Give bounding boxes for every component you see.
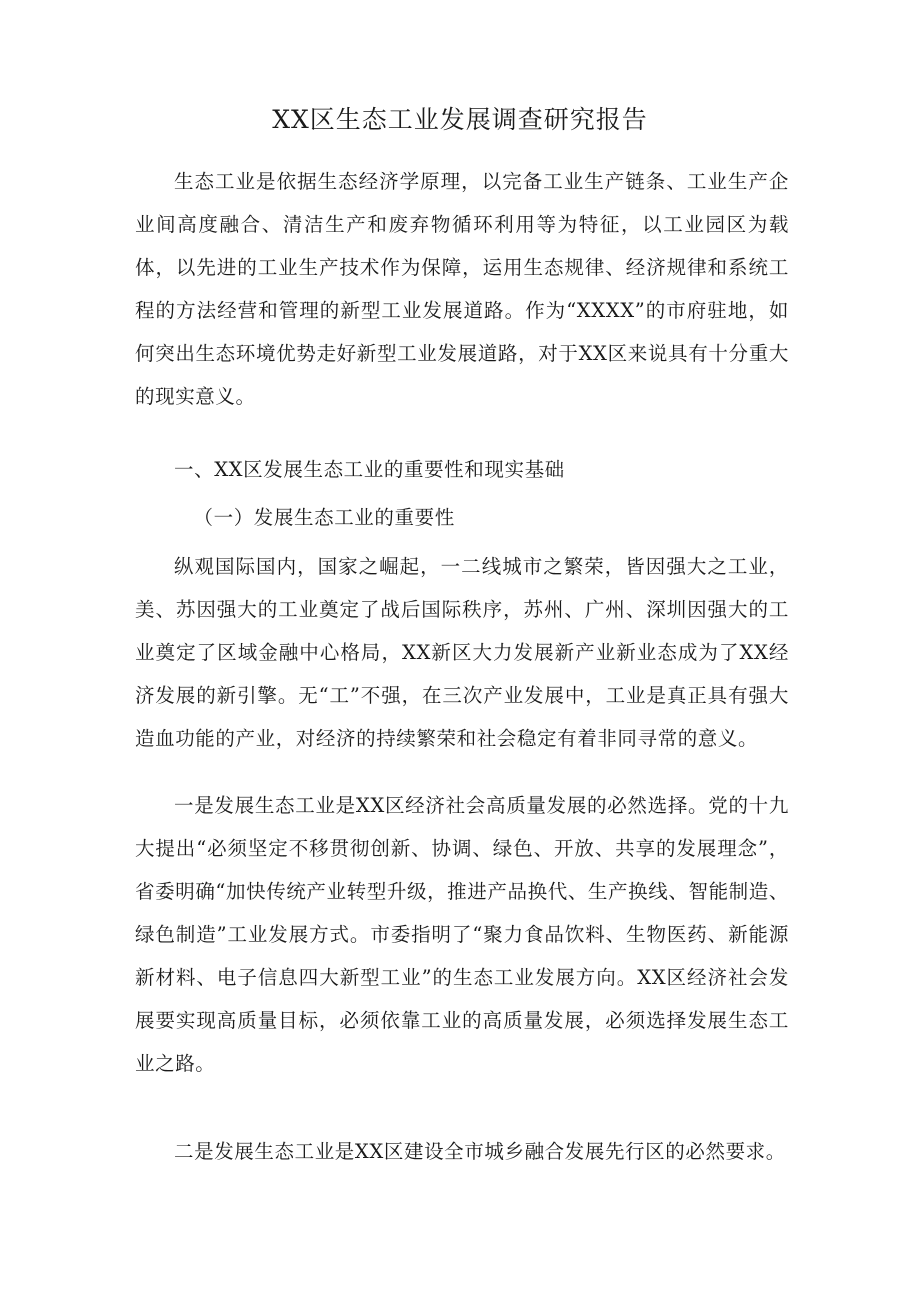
body-paragraph-1: 纵观国际国内，国家之崛起，一二线城市之繁荣，皆因强大之工业，美、苏因强大的工业奠定了战后国际秩序，苏州、广州、深圳因强大的工业奠定了区域金融中心格局，XX新区大力发展新产业新业态成为了XX经济发展的新引擎。无“工”不强，在三次产业发展中，工业是真正具有强大造血功能的产业，对经济的持续繁荣和社会稳定有着非同寻常的意义。 xyxy=(135,555,789,750)
document-title: XX区生态工业发展调查研究报告 xyxy=(272,105,648,134)
body-paragraph-3: 二是发展生态工业是XX区建设全市城乡融合发展先行区的必然要求。 xyxy=(174,1140,786,1163)
body-paragraph-2: 一是发展生态工业是XX区经济社会高质量发展的必然选择。党的十九大提出“必须坚定不移贯彻创新、协调、绿色、开放、共享的发展理念”，省委明确“加快传统产业转型升级，推进产品换代、生产换线、智能制造、绿色制造”工业发展方式。市委指明了“聚力食品饮料、生物医药、新能源新材料、电子信息四大新型工业”的生态工业发展方向。XX区经济社会发展要实现高质量目标，必须依靠工业的高质量发展，必须选择发展生态工业之路。 xyxy=(135,794,789,1075)
section-heading: 一、XX区发展生态工业的重要性和现实基础 xyxy=(174,458,565,481)
intro-paragraph: 生态工业是依据生态经济学原理，以完备工业生产链条、工业生产企业间高度融合、清洁生产和废弃物循环利用等为特征，以工业园区为载体，以先进的工业生产技术作为保障，运用生态规律、经济规律和系统工程的方法经营和管理的新型工业发展道路。作为“XXXX”的市府驻地，如何突出生态环境优势走好新型工业发展道路，对于XX区来说具有十分重大的现实意义。 xyxy=(135,170,789,408)
subsection-heading: （一）发展生态工业的重要性 xyxy=(193,506,455,529)
